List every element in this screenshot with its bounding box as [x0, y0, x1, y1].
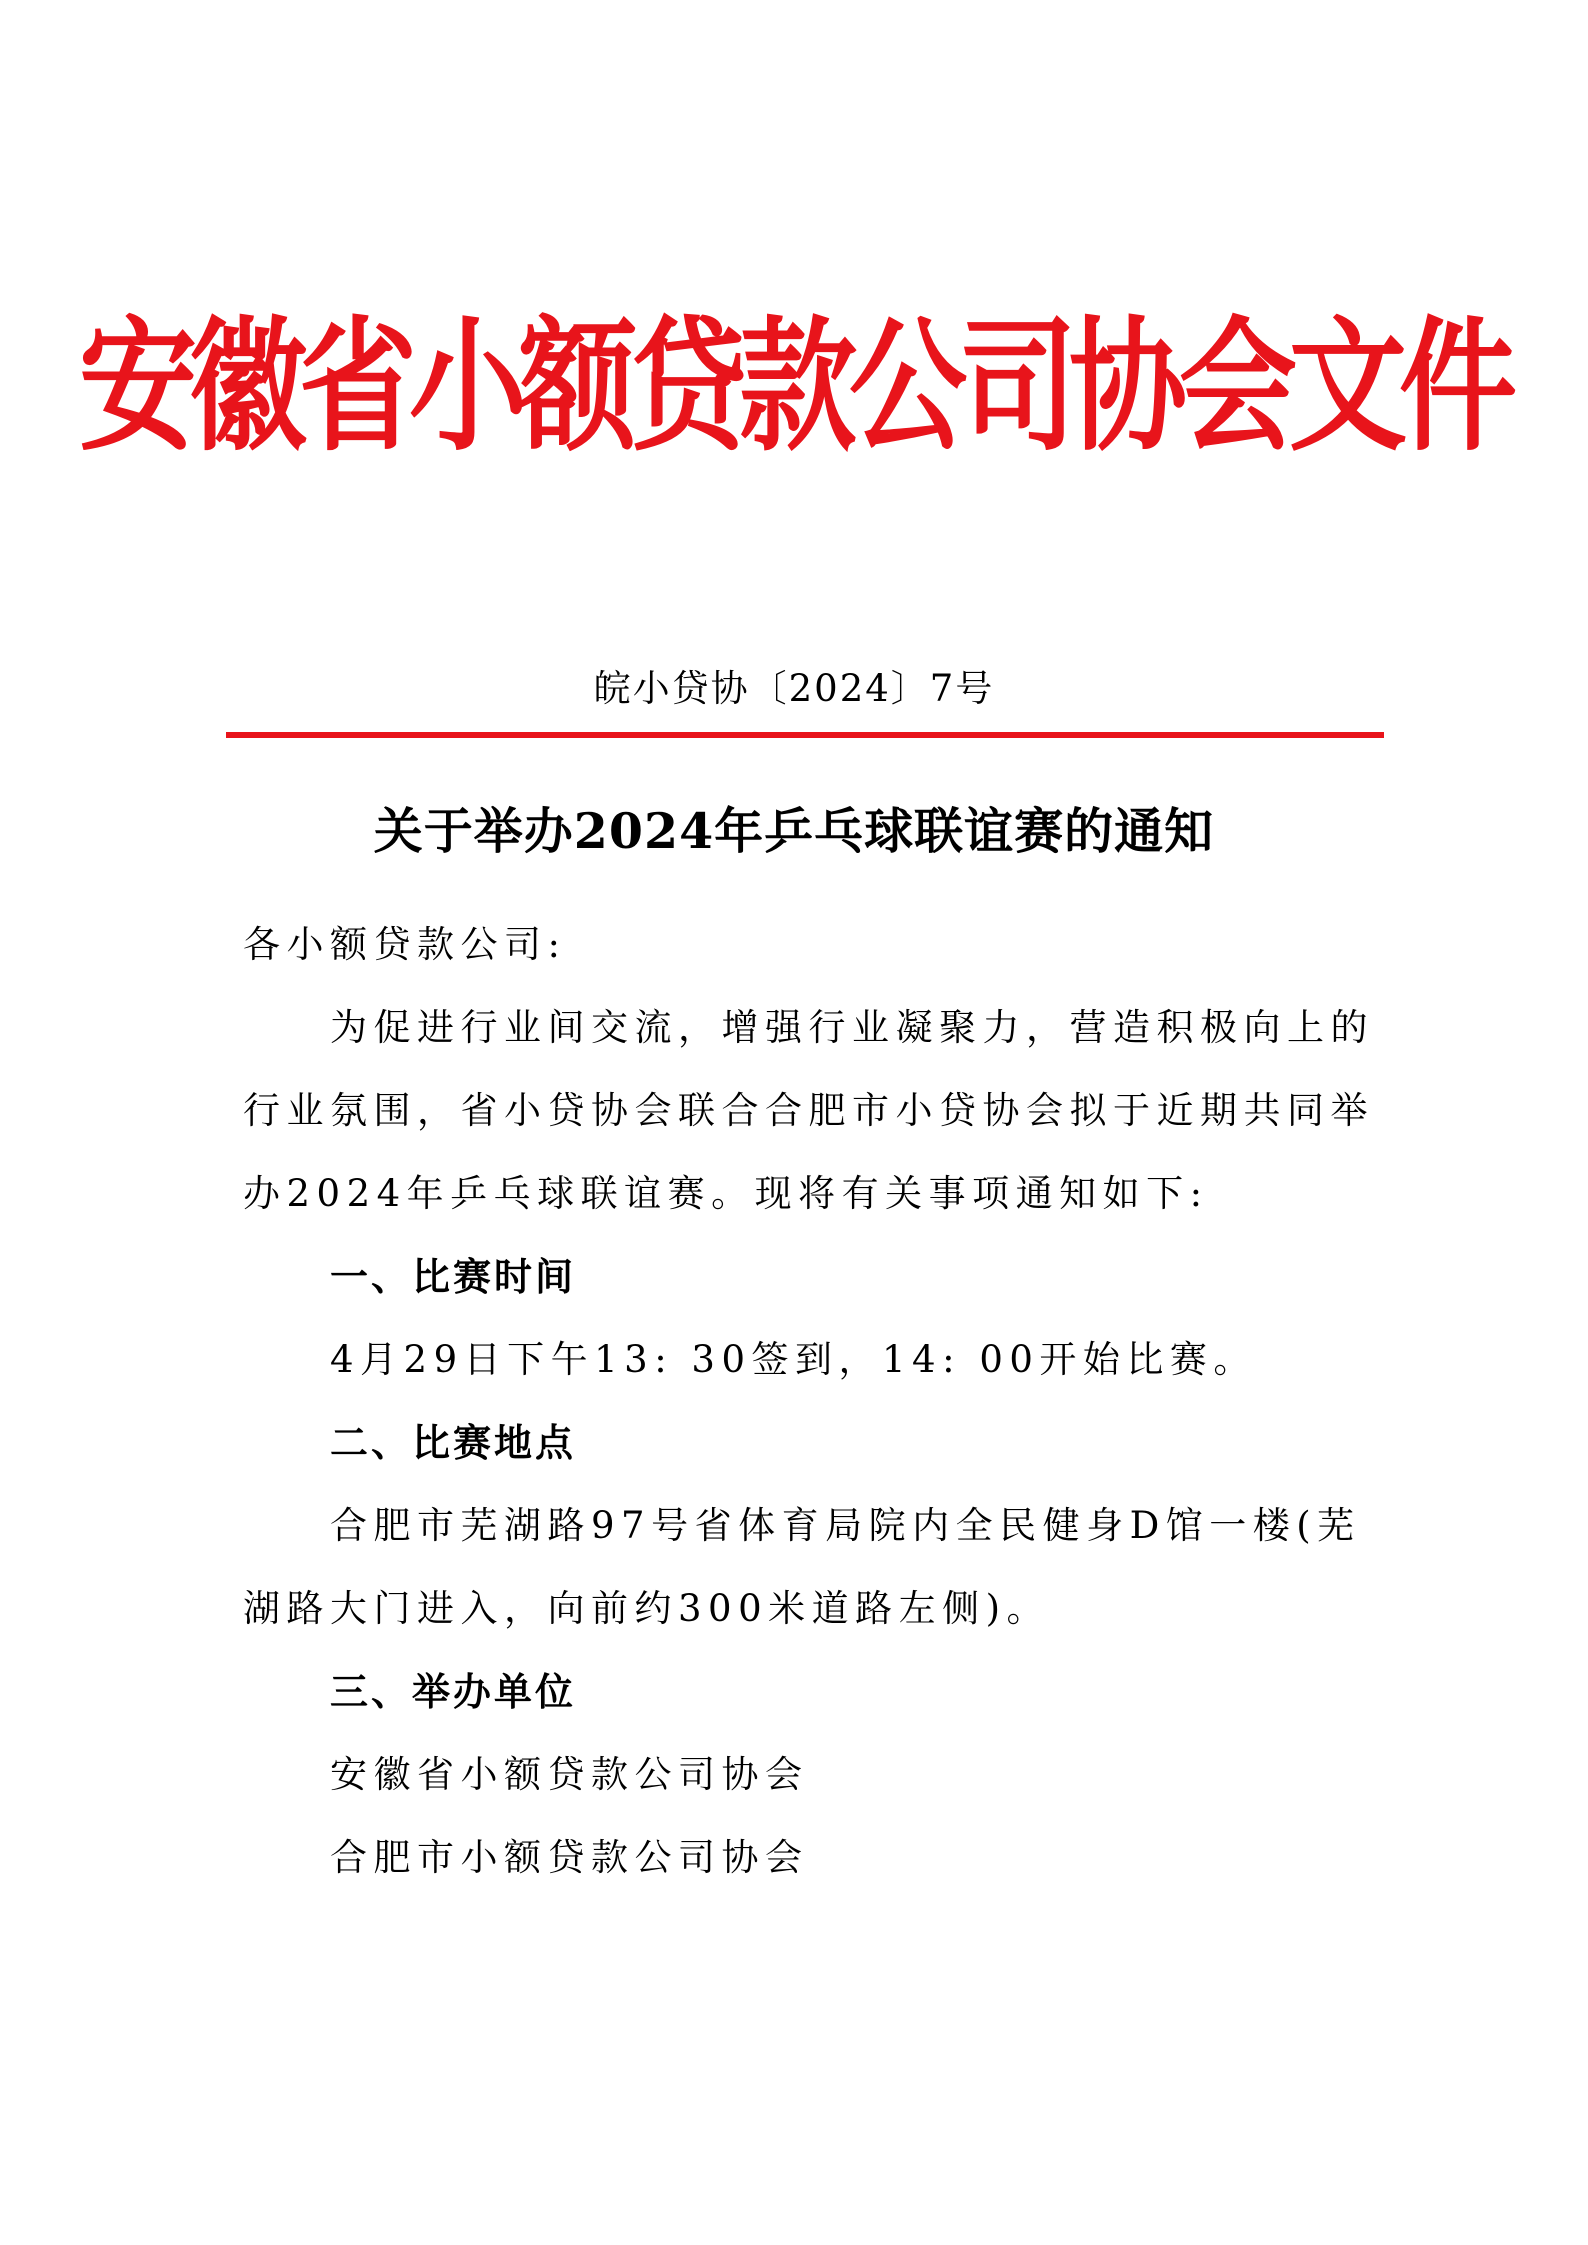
- section-heading-venue: 二、比赛地点: [330, 1421, 577, 1465]
- organizer-hefei: 合肥市小额贷款公司协会: [330, 1836, 809, 1879]
- salutation: 各小额贷款公司:: [243, 923, 567, 966]
- intro-line-2: 行业氛围，省小贷协会联合合肥市小贷协会拟于近期共同举: [243, 1089, 1374, 1132]
- intro-line-3: 办2024年乒乓球联谊赛。现将有关事项通知如下:: [243, 1172, 1209, 1215]
- document-number: 皖小贷协〔2024〕7号: [593, 667, 995, 710]
- intro-line-1: 为促进行业间交流，增强行业凝聚力，营造积极向上的: [330, 1006, 1374, 1049]
- section-time-line-1: 4月29日下午13: 30签到，14: 00开始比赛。: [330, 1338, 1257, 1381]
- section-heading-organizers: 三、举办单位: [330, 1670, 577, 1714]
- notice-title: 关于举办2024年乒乓球联谊赛的通知: [373, 802, 1215, 860]
- red-divider-line: [226, 732, 1384, 738]
- organizer-provincial: 安徽省小额贷款公司协会: [330, 1753, 809, 1796]
- section-venue-line-2: 湖路大门进入，向前约300米道路左侧)。: [243, 1587, 1051, 1630]
- section-venue-line-1: 合肥市芜湖路97号省体育局院内全民健身D馆一楼(芜: [330, 1504, 1361, 1547]
- org-header-title: 安徽省小额贷款公司协会文件: [78, 301, 1509, 471]
- section-heading-time: 一、比赛时间: [330, 1255, 577, 1299]
